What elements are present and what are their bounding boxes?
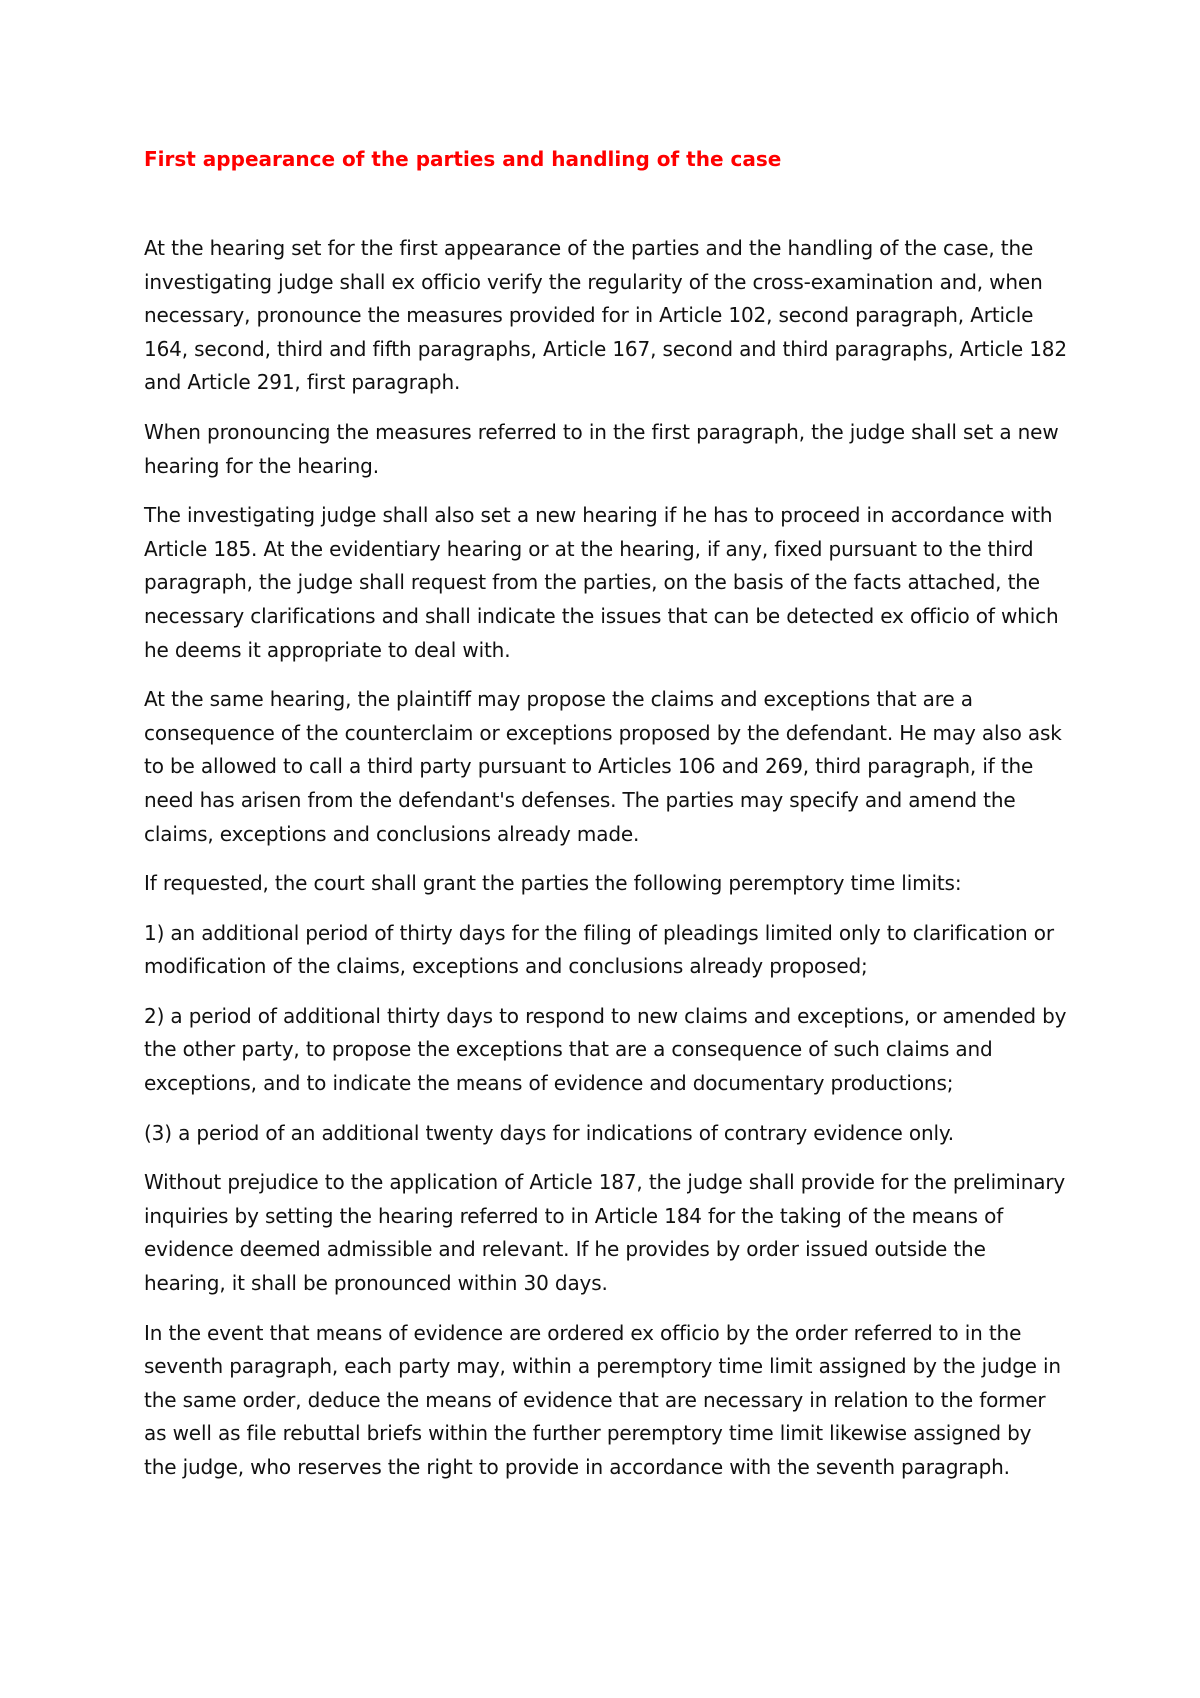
list-item-1: 1) an additional period of thirty days for the filing of pleadings limited only to clarification or modification of the claims, exceptions and conclusions already proposed; [144,920,1054,979]
paragraph-6: Without prejudice to the application of Article 187, the judge shall provide for the preliminary inquiries by setting the hearing referred to in Article 184 for the taking of the means of evidence deemed admissible and relevant. If he provides by order issued outside the hearing, it shall be pronounced within 30 days. [144,1170,1066,1296]
list-item-3: (3) a period of an additional twenty days for indications of contrary evidence only. [144,1120,954,1145]
paragraph-1: At the hearing set for the first appearance of the parties and the handling of the case, the investigating judge shall ex officio verify the regularity of the cross-examination and, when necessary, pronounce the measures provided for in Article 102, second paragraph, Article 164, second, third and fifth paragraphs, Article 167, second and third paragraphs, Article 182 and Article 291, first paragraph. [144,236,1067,395]
paragraph-5: If requested, the court shall grant the parties the following peremptory time limits: [144,871,962,896]
paragraph-7: In the event that means of evidence are ordered ex officio by the order referred to in the seventh paragraph, each party may, within a peremptory time limit assigned by the judge in the same order, deduce the means of evidence that are necessary in relation to the former as well as file rebuttal briefs within the further peremptory time limit likewise assigned by the judge, who reserves the right to provide in accordance with the seventh paragraph. [144,1320,1061,1479]
paragraph-3: The investigating judge shall also set a new hearing if he has to proceed in accordance with Article 185. At the evidentiary hearing or at the hearing, if any, fixed pursuant to the third paragraph, the judge shall request from the parties, on the basis of the facts attached, the necessary clarifications and shall indicate the issues that can be detected ex officio of which he deems it appropriate to deal with. [144,503,1059,662]
document-title: First appearance of the parties and handling of the case [144,147,782,171]
document-body [144,142,1069,1501]
paragraph-2: When pronouncing the measures referred to in the first paragraph, the judge shall set a new hearing for the hearing. [144,419,1059,478]
list-item-2: 2) a period of additional thirty days to respond to new claims and exceptions, or amended by the other party, to propose the exceptions that are a consequence of such claims and exceptions, and to indicate the means of evidence and documentary productions; [144,1003,1067,1096]
paragraph-4: At the same hearing, the plaintiff may propose the claims and exceptions that are a consequence of the counterclaim or exceptions proposed by the defendant. He may also ask to be allowed to call a third party pursuant to Articles 106 and 269, third paragraph, if the need has arisen from the defendant's defenses. The parties may specify and amend the claims, exceptions and conclusions already made. [144,687,1062,846]
